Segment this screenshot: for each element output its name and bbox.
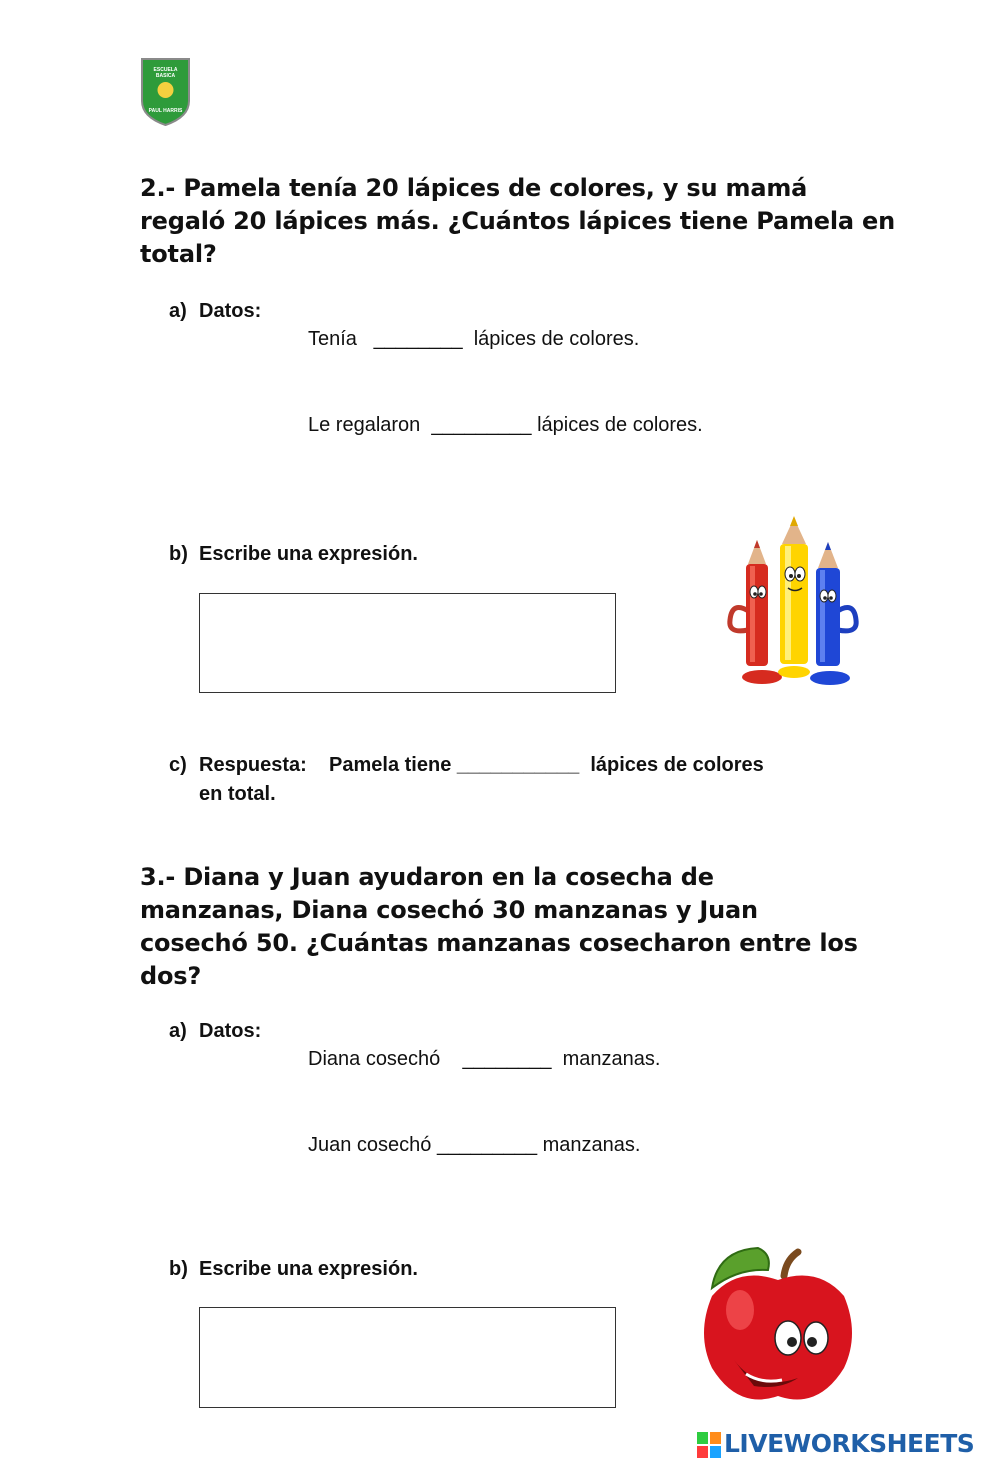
problem3-data-line-2: Juan cosechó _________ manzanas. (308, 1134, 641, 1156)
pencils-illustration (718, 512, 868, 692)
problem2-datos-label: a) (169, 300, 187, 322)
problem2-expression-label: b) (169, 543, 188, 565)
school-logo (140, 57, 191, 127)
logo-top-text: ESCUELA BASICA (153, 67, 178, 79)
problem3-expression-title: Escribe una expresión. (199, 1258, 418, 1280)
liveworksheets-text: LIVEWORKSHEETS (724, 1429, 975, 1458)
problem2-answer-label: c) (169, 754, 187, 776)
problem2-data-line-2: Le regalaron _________ lápices de colores. (308, 414, 703, 436)
problem2-expression-input[interactable] (199, 593, 616, 693)
problem2-datos-title: Datos: (199, 300, 262, 322)
problem3-expression-label: b) (169, 1258, 188, 1280)
problem2-expression-title: Escribe una expresión. (199, 543, 418, 565)
liveworksheets-logo-icon (697, 1432, 721, 1458)
pencils-icon (718, 512, 868, 692)
apple-illustration (698, 1240, 858, 1410)
problem2-question: 2.- Pamela tenía 20 lápices de colores, y su mamá regaló 20 lápices más. ¿Cuántos lápices tiene Pamela en total? (140, 174, 895, 268)
problem3-question: 3.- Diana y Juan ayudaron en la cosecha de manzanas, Diana cosechó 30 manzanas y Juan cosechó 50. ¿Cuántas manzanas cosecharon entre los dos? (140, 863, 858, 990)
problem3-data-line-1: Diana cosechó ________ manzanas. (308, 1048, 661, 1070)
apple-icon (698, 1240, 858, 1410)
problem2-answer-text: Respuesta: Pamela tiene ___________ lápices de colores (199, 754, 764, 776)
problem3-datos-label: a) (169, 1020, 187, 1042)
logo-bottom-text: PAUL HARRIS (148, 108, 183, 114)
liveworksheets-watermark (697, 1429, 997, 1461)
problem3-expression-input[interactable] (199, 1307, 616, 1408)
problem2-data-line-1: Tenía ________ lápices de colores. (308, 328, 640, 350)
problem2-answer-text-2: en total. (199, 783, 276, 805)
problem3-datos-title: Datos: (199, 1020, 262, 1042)
